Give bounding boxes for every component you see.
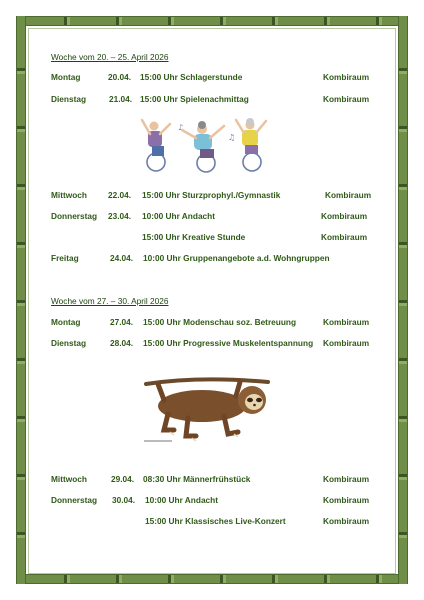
- row-event: 15:00 Uhr Spielenachmittag: [140, 94, 249, 104]
- row-day: Donnerstag: [51, 495, 98, 505]
- row-event: 10:00 Uhr Gruppenangebote a.d. Wohngruppen: [143, 253, 330, 263]
- frame-right: [398, 16, 408, 584]
- row-day: Montag: [51, 317, 81, 327]
- frame-bottom: [18, 574, 406, 584]
- frame-top: [18, 16, 406, 26]
- row-date: 29.04.: [111, 474, 135, 484]
- row-day: Montag: [51, 72, 81, 82]
- row-event: 10:00 Uhr Andacht: [145, 495, 218, 505]
- row-event: 15:00 Uhr Klassisches Live-Konzert: [145, 516, 286, 526]
- row-day: Mittwoch: [51, 190, 87, 200]
- row-date: 21.04.: [109, 94, 133, 104]
- row-room: Kombiraum: [323, 72, 370, 82]
- row-room: Kombiraum: [323, 317, 370, 327]
- frame-left: [16, 16, 26, 584]
- row-date: 24.04.: [110, 253, 134, 263]
- row-room: Kombiraum: [321, 211, 368, 221]
- row-event: 15:00 Uhr Progressive Muskelentspannung: [143, 338, 314, 348]
- row-room: Kombiraum: [323, 474, 370, 484]
- row-day: Dienstag: [51, 94, 87, 104]
- row-date: 22.04.: [108, 190, 132, 200]
- row-event: 15:00 Uhr Schlagerstunde: [140, 72, 243, 82]
- row-date: 27.04.: [110, 317, 134, 327]
- row-day: Mittwoch: [51, 474, 87, 484]
- row-date: 28.04.: [110, 338, 134, 348]
- row-day: Freitag: [51, 253, 79, 263]
- row-room: Kombiraum: [321, 232, 368, 242]
- row-event: 15:00 Uhr Modenschau soz. Betreuung: [143, 317, 297, 327]
- row-date: 30.04.: [112, 495, 136, 505]
- svg-text:♪: ♪: [178, 123, 184, 132]
- row-room: Kombiraum: [323, 94, 370, 104]
- row-event: 08:30 Uhr Männerfrühstück: [143, 474, 251, 484]
- sloth-illustration: [140, 370, 280, 452]
- row-event: 15:00 Uhr Sturzprophyl./Gymnastik: [142, 190, 281, 200]
- week-heading: Woche vom 20. – 25. April 2026: [51, 52, 169, 62]
- row-room: Kombiraum: [323, 516, 370, 526]
- row-room: Kombiraum: [323, 338, 370, 348]
- row-date: 23.04.: [108, 211, 132, 221]
- week-heading: Woche vom 27. – 30. April 2026: [51, 296, 169, 306]
- row-event: 15:00 Uhr Kreative Stunde: [142, 232, 246, 242]
- row-day: Dienstag: [51, 338, 87, 348]
- seated-gymnastics-illustration: [140, 116, 274, 174]
- row-day: Donnerstag: [51, 211, 98, 221]
- row-room: Kombiraum: [323, 495, 370, 505]
- row-event: 10:00 Uhr Andacht: [142, 211, 215, 221]
- row-date: 20.04.: [108, 72, 132, 82]
- svg-text:♫: ♫: [228, 133, 236, 142]
- row-room: Kombiraum: [325, 190, 372, 200]
